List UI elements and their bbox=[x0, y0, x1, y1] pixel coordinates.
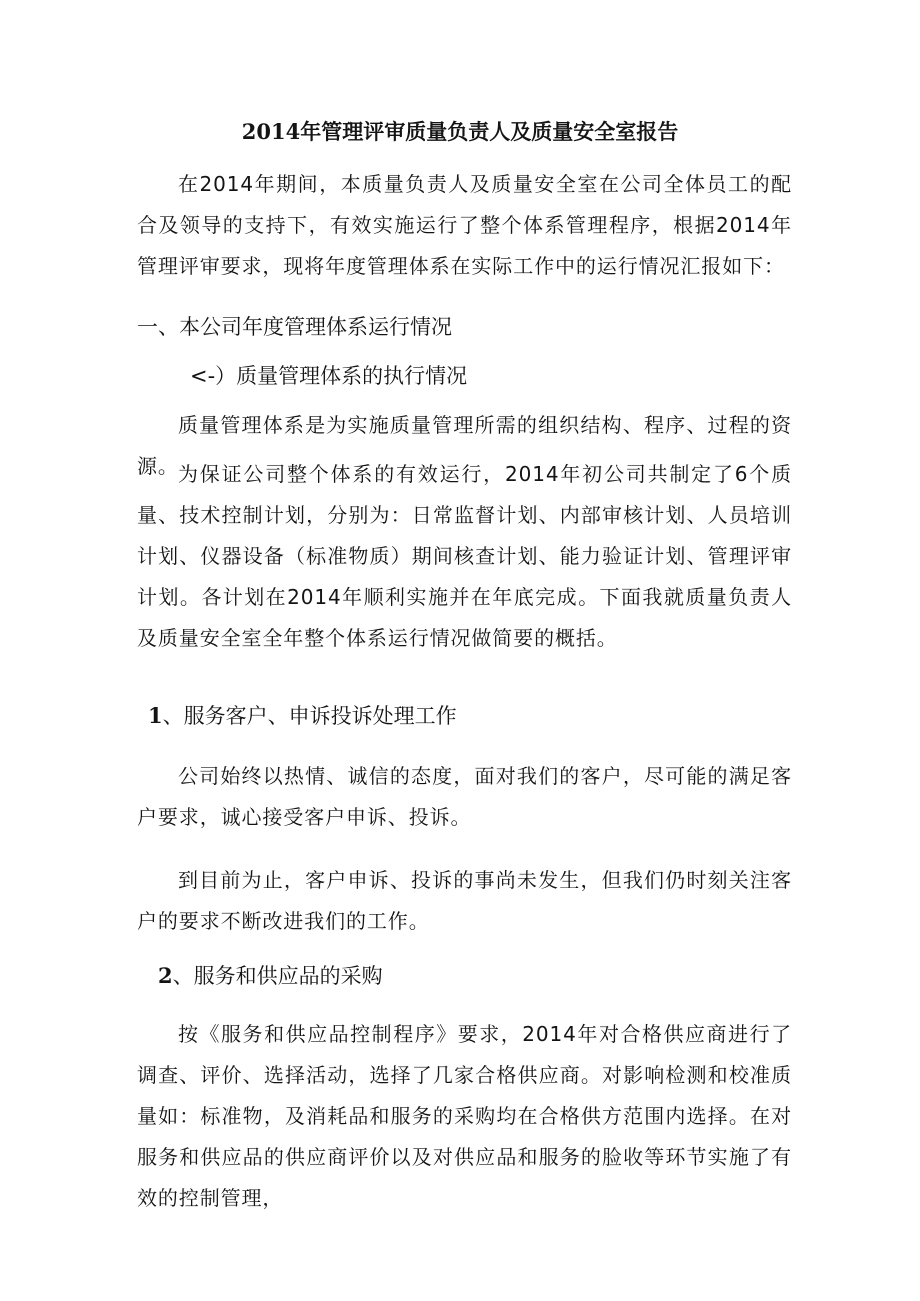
definition-paragraph: 质量管理体系是为实施质量管理所需的组织结构、程序、过程的资源。 bbox=[137, 413, 792, 478]
item-2-paragraph-1: 按《服务和供应品控制程序》要求，2014年对合格供应商进行了调查、评价、选择活动，选择了几家合格供应商。对影响检测和校准质量如：标准物，及消耗品和服务的采购均在合格供方范围内选择。在对服务和供应品的供应商评价以及对供应品和服务的脸收等环节实施了有效的控制管理， bbox=[137, 1022, 792, 1210]
item-1-heading bbox=[148, 700, 457, 732]
item-1-paragraph-2: 到目前为止，客户申诉、投诉的事尚未发生，但我们仍时刻关注客户的要求不断改进我们的工作。 bbox=[137, 868, 792, 933]
document-title: 2014年管理评审质量负责人及质量安全室报告 bbox=[241, 119, 679, 144]
plans-paragraph: 为保证公司整个体系的有效运行，2014年初公司共制定了6个质量、技术控制计划，分别为：日常监督计划、内部审核计划、人员培训计划、仪器设备（标准物质）期间核查计划、能力验证计划、管理评审计划。各计划在2014年顺利实施并在年底完成。下面我就质量负责人及质量安全室全年整个体系运行情况做简要的概括。 bbox=[137, 462, 792, 650]
item-1-number: 1 bbox=[148, 703, 163, 728]
item-1-paragraph-1: 公司始终以热情、诚信的态度，面对我们的客户，尽可能的满足客户要求，诚心接受客户申诉、投诉。 bbox=[137, 764, 792, 829]
section-1-heading: 一、本公司年度管理体系运行情况 bbox=[137, 315, 452, 339]
intro-paragraph: 在2014年期间，本质量负责人及质量安全室在公司全体员工的配合及领导的支持下，有效实施运行了整个体系管理程序，根据2014年管理评审要求，现将年度管理体系在实际工作中的运行情况汇报如下： bbox=[137, 172, 792, 278]
item-2-heading-text: 、服务和供应品的采购 bbox=[172, 964, 383, 988]
item-2-heading bbox=[158, 960, 383, 992]
item-2-number: 2 bbox=[158, 963, 173, 988]
item-1-heading-text: 、服务客户、申诉投诉处理工作 bbox=[162, 704, 457, 728]
subsection-1-heading: <-）质量管理体系的执行情况 bbox=[190, 364, 468, 388]
